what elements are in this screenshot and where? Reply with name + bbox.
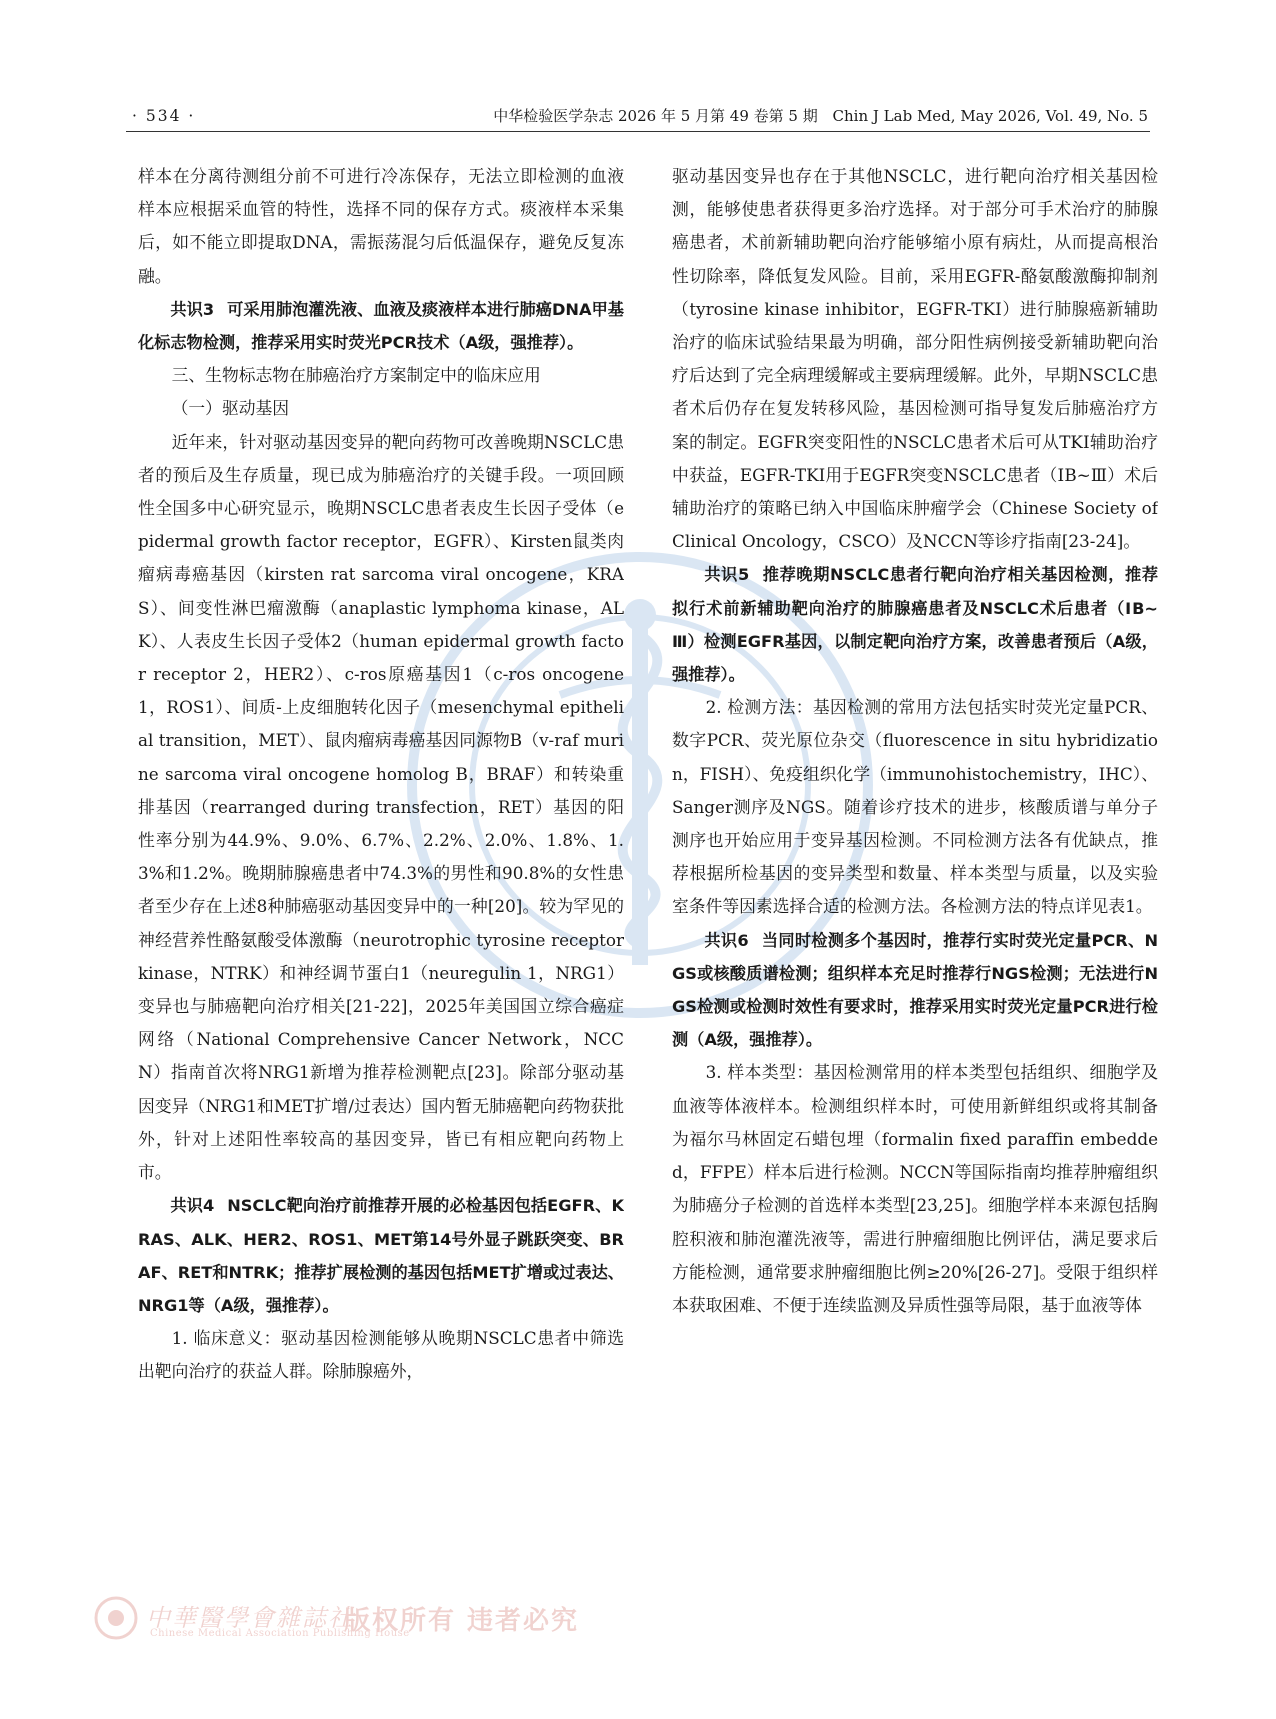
publisher-logo-icon [94,1590,614,1650]
consensus-label: 共识4 [170,1196,215,1216]
running-header [126,102,1150,132]
consensus-text: NSCLC靶向治疗前推荐开展的必检基因包括EGFR、KRAS、ALK、HER2、ROS1、MET第14号外显子跳跃突变、BRAF、RET和NTRK；推荐扩展检测的基因包括MET扩增或过表达、NRG1等（A级，强推荐）。 [138,1196,624,1315]
right-column [672,160,1158,1600]
page-number: · 534 · [132,107,196,125]
consensus-text: 可采用肺泡灌洗液、血液及痰液样本进行肺癌DNA甲基化标志物检测，推荐采用实时荧光PCR技术（A级，强推荐）。 [138,299,624,353]
consensus-label: 共识6 [704,930,749,950]
flower-emblem-icon [94,1596,138,1640]
paragraph: 样本在分离待测组分前不可进行冷冻保存，无法立即检测的血液样本应根据采血管的特性，选择不同的保存方式。痰液样本采集后，如不能立即提取DNA，需振荡混匀后低温保存，避免反复冻融。 [138,166,624,286]
journal-citation-cn: 中华检验医学杂志 2026 年 5 月第 49 卷第 5 期 [493,107,818,125]
consensus-statement [672,924,1158,1057]
consensus-label: 共识5 [704,565,750,585]
paragraph: 近年来，针对驱动基因变异的靶向药物可改善晚期NSCLC患者的预后及生存质量，现已成为肺癌治疗的关键手段。一项回顾性全国多中心研究显示，晚期NSCLC患者表皮生长因子受体（epidermal growth factor receptor，EGFR）、Kirsten鼠类肉瘤病毒癌基因（kirsten rat sarcoma viral oncogene，KRAS）、间变性淋巴瘤激酶（anaplastic lymphoma kinase，ALK）、人表皮生长因子受体2（human epidermal growth factor receptor 2，HER2）、c-ros原癌基因1（c-ros oncogene 1，ROS1）、间质-上皮细胞转化因子（mesenchymal epithelial transition，MET）、鼠肉瘤病毒癌基因同源物B（v-raf murine sarcoma viral oncogene homolog B，BRAF）和转染重排基因（rearranged during transfection，RET）基因的阳性率分别为44.9%、9.0%、6.7%、2.2%、2.0%、1.8%、1.3%和1.2%。晚期肺腺癌患者中74.3%的男性和90.8%的女性患者至少存在上述8种肺癌驱动基因变异中的一种[20]。较为罕见的神经营养性酪氨酸受体激酶（neurotrophic tyrosine receptor kinase，NTRK）和神经调节蛋白1（neuregulin 1，NRG1）变异也与肺癌靶向治疗相关[21-22]，2025年美国国立综合癌症网络（National Comprehensive Cancer Network，NCCN）指南首次将NRG1新增为推荐检测靶点[23]。除部分驱动基因变异（NRG1和MET扩增/过表达）国内暂无肺癌靶向药物获批外，针对上述阳性率较高的基因变异，皆已有相应靶向药物上市。 [138,431,624,1183]
consensus-statement [138,293,624,359]
paragraph: 驱动基因变异也存在于其他NSCLC，进行靶向治疗相关基因检测，能够使患者获得更多治疗选择。对于部分可手术治疗的肺腺癌患者，术前新辅助靶向治疗能够缩小原有病灶，从而提高根治性切除率，降低复发风险。目前，采用EGFR-酪氨酸激酶抑制剂（tyrosine kinase inhibitor，EGFR-TKI）进行肺腺癌新辅助治疗的临床试验结果最为明确，部分阳性病例接受新辅助靶向治疗后达到了完全病理缓解或主要病理缓解。此外，早期NSCLC患者术后仍存在复发转移风险，基因检测可指导复发后肺癌治疗方案的制定。EGFR突变阳性的NSCLC患者术后可从TKI辅助治疗中获益，EGFR-TKI用于EGFR突变NSCLC患者（ⅠB~Ⅲ）术后辅助治疗的策略已纳入中国临床肿瘤学会（Chinese Society of Clinical Oncology，CSCO）及NCCN等诊疗指南[23-24]。 [672,166,1158,552]
consensus-text: 当同时检测多个基因时，推荐行实时荧光定量PCR、NGS或核酸质谱检测；组织样本充足时推荐行NGS检测；无法进行NGS检测或检测时效性有要求时，推荐采用实时荧光定量PCR进行检测（A级，强推荐）。 [672,930,1158,1050]
section-heading: 三、生物标志物在肺癌治疗方案制定中的临床应用 [171,365,541,386]
left-column [138,160,624,1600]
paragraph: 2. 检测方法：基因检测的常用方法包括实时荧光定量PCR、数字PCR、荧光原位杂交（fluorescence in situ hybridization，FISH）、免疫组织化学（immunohistochemistry，IHC）、Sanger测序及NGS。随着诊疗技术的进步，核酸质谱与单分子测序也开始应用于变异基因检测。不同检测方法各有优缺点，推荐根据所检基因的变异类型和数量、样本类型与质量，以及实验室条件等因素选择合适的检测方法。各检测方法的特点详见表1。 [672,697,1158,917]
consensus-statement [672,558,1158,691]
consensus-label: 共识3 [170,299,215,319]
journal-citation-en: Chin J Lab Med, May 2026, Vol. 49, No. 5 [832,107,1148,125]
paragraph: 3. 样本类型：基因检测常用的样本类型包括组织、细胞学及血液等体液样本。检测组织样本时，可使用新鲜组织或将其制备为福尔马林固定石蜡包埋（formalin fixed paraffin embedded，FFPE）样本后进行检测。NCCN等国际指南均推荐肿瘤组织为肺癌分子检测的首选样本类型[23,25]。细胞学样本来源包括胸腔积液和肺泡灌洗液等，需进行肿瘤细胞比例评估，满足要求后方能检测，通常要求肿瘤细胞比例≥20%[26-27]。受限于组织样本获取困难、不便于连续监测及异质性强等局限，基于血液等体 [672,1062,1158,1315]
paragraph: 1. 临床意义：驱动基因检测能够从晚期NSCLC患者中筛选出靶向治疗的获益人群。除肺腺癌外， [138,1328,624,1382]
consensus-statement [138,1189,624,1322]
publisher-name: 中華醫學會雜誌社 [146,1604,354,1632]
publisher-name-en: Chinese Medical Association Publishing House [150,1628,410,1639]
copyright-notice: 版权所有 违者必究 [344,1606,580,1636]
journal-citation [493,102,1148,130]
subsection-heading: （一）驱动基因 [171,398,290,419]
consensus-text: 推荐晚期NSCLC患者行靶向治疗相关基因检测，推荐拟行术前新辅助靶向治疗的肺腺癌患者及NSCLC术后患者（ⅠB~Ⅲ）检测EGFR基因，以制定靶向治疗方案，改善患者预后（A级，强推荐）。 [672,565,1158,685]
